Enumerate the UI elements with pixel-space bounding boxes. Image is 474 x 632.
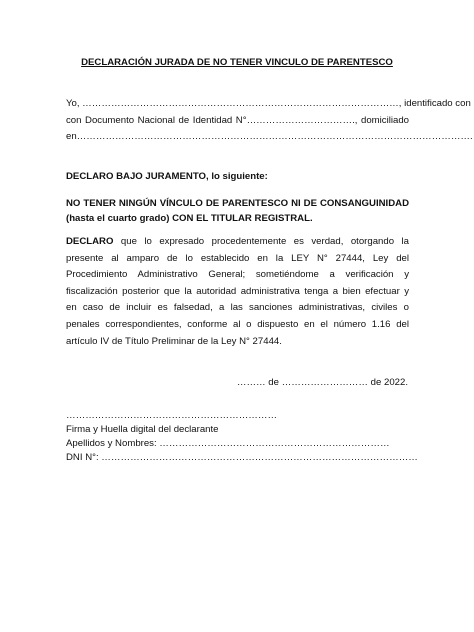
date-line: ……… de ……………………… de 2022. — [236, 376, 408, 388]
document-title: DECLARACIÓN JURADA DE NO TENER VINCULO DE PARENTESCO — [81, 57, 393, 68]
body-line-7: artículo IV de Título Preliminar de la Ley N° 27444. — [66, 335, 282, 347]
signature-line: ………………………………………………………… — [66, 410, 278, 421]
intro-paragraph — [66, 96, 473, 146]
body-line-1-text: que lo expresado procedentemente es verdad, otorgando la — [113, 236, 409, 247]
statement-line-1: NO TENER NINGÚN VÍNCULO DE PARENTESCO NI DE CONSANGUINIDAD — [66, 198, 409, 209]
intro-line-1: Yo, ………………………………………………………………………………………, identificado con — [66, 98, 471, 109]
body-lead: DECLARO — [66, 236, 114, 247]
dni-field: DNI N°: ……………………………………………………………………………………… — [66, 452, 418, 463]
body-line-5: en caso de incluir es falsedad, a las sanciones administrativas, civiles o — [66, 302, 409, 314]
apellidos-nombres-field: Apellidos y Nombres: ……………………………………………………………… — [66, 438, 390, 449]
statement-line-2: (hasta el cuarto grado) CON EL TITULAR REGISTRAL. — [66, 212, 313, 224]
body-line-1 — [66, 234, 409, 251]
body-line-2: presente al amparo de lo establecido en la LEY N° 27444, Ley del — [66, 252, 409, 264]
body-line-3: Procedimiento Administrativo General; sometiéndome a verificación y — [66, 269, 409, 281]
intro-line-3: en……………………………………………………………………………………………………………. — [66, 131, 473, 143]
declaro-juramento-heading: DECLARO BAJO JURAMENTO, lo siguiente: — [66, 171, 268, 182]
body-line-6: penales correspondientes, conforme al o dispuesto en el número 1.16 del — [66, 318, 409, 330]
firma-label: Firma y Huella digital del declarante — [66, 424, 219, 435]
body-paragraph — [66, 234, 409, 350]
body-line-4: fiscalización posterior que la autoridad administrativa tenga a bien efectuar y — [66, 285, 409, 297]
statement-paragraph — [66, 197, 409, 226]
intro-line-2: con Documento Nacional de Identidad N°……………………………., domiciliado — [66, 114, 409, 126]
